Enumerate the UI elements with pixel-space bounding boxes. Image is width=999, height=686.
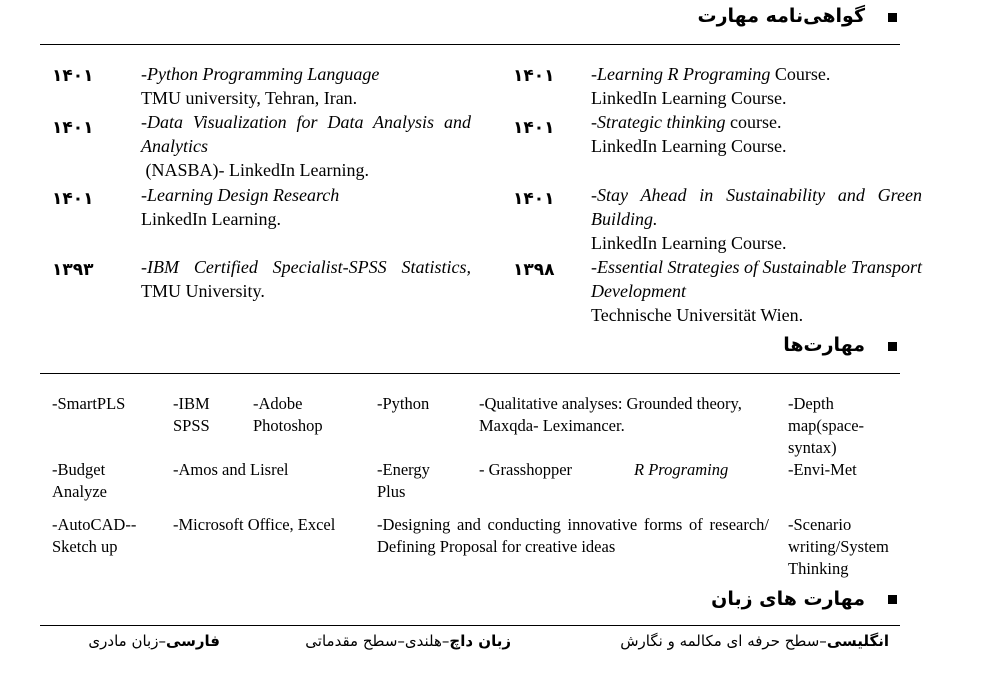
cert-title: -Essential Strategies of Sustainable Transport Development (591, 257, 923, 301)
cert-entry (591, 110, 922, 158)
section-bullet (888, 342, 897, 351)
cert-title: -IBM Certified Specialist-SPSS Statistics, (141, 257, 471, 277)
skill-item: R Programing (634, 460, 729, 479)
cert-detail: Course. (770, 64, 831, 84)
language-item (88, 632, 220, 650)
skill-item: -Designing and conducting innovative forms of research/ Defining Proposal for creative ideas (377, 515, 769, 556)
skill-item: -Adobe Photoshop (253, 394, 323, 435)
cert-entry (141, 255, 471, 303)
language-item (620, 632, 889, 650)
cert-title: -Data Visualization for Data Analysis and Analytics (141, 112, 471, 156)
language-name: زبان داچ (449, 632, 511, 650)
cert-year: ۱۴۰۱ (513, 66, 555, 86)
cert-year: ۱۴۰۱ (513, 189, 555, 209)
cert-year: ۱۳۹۸ (513, 260, 555, 280)
cert-issuer: TMU university, Tehran, Iran. (141, 88, 358, 108)
skill-item: -Qualitative analyses: Grounded theory, Maxqda- Leximancer. (479, 394, 742, 435)
skill-item: -Envi-Met (788, 460, 857, 479)
cert-issuer: (NASBA)- LinkedIn Learning. (141, 160, 369, 180)
section-bullet (888, 595, 897, 604)
cert-detail: TMU University. (141, 281, 265, 301)
skill-item: -Microsoft Office, Excel (173, 515, 336, 534)
skill-item: -Scenario writing/System Thinking (788, 515, 889, 578)
certificates-heading: گواهی‌نامه مهارت (697, 5, 865, 27)
cert-issuer: LinkedIn Learning Course. (591, 88, 787, 108)
cert-title: -Python Programming Language (141, 64, 380, 84)
cert-year: ۱۴۰۱ (52, 118, 94, 138)
cert-year: ۱۴۰۱ (513, 118, 555, 138)
cert-year: ۱۴۰۱ (52, 66, 94, 86)
cert-issuer: LinkedIn Learning Course. (591, 136, 787, 156)
cert-issuer: LinkedIn Learning Course. (591, 233, 787, 253)
skill-item: -Amos and Lisrel (173, 460, 289, 479)
skill-item: -AutoCAD-- Sketch up (52, 515, 137, 556)
cert-entry (141, 62, 471, 110)
cert-title: -Learning R Programing (591, 64, 771, 84)
cert-entry (591, 62, 922, 110)
cert-issuer: LinkedIn Learning. (141, 209, 281, 229)
skill-item: -IBM SPSS (173, 394, 210, 435)
language-name: فارسی (165, 632, 220, 650)
cert-entry (591, 255, 922, 327)
cert-title: -Learning Design Research (141, 185, 340, 205)
section-divider (40, 373, 900, 374)
cert-detail: course. (725, 112, 782, 132)
skill-item: -SmartPLS (52, 394, 126, 413)
skill-item: -Depth map(space-syntax) (788, 394, 865, 457)
skill-item: -Energy Plus (377, 460, 430, 501)
skill-item: - Grasshopper (479, 460, 573, 479)
language-name: انگلیسی (826, 632, 889, 650)
skill-item: -Python (377, 394, 430, 413)
language-level: –سطح حرفه ای مکالمه و نگارش (620, 632, 827, 650)
cert-entry (141, 110, 471, 182)
skill-item: -Budget Analyze (52, 460, 107, 501)
cert-issuer: Technische Universität Wien. (591, 305, 804, 325)
languages-heading: مهارت های زبان (711, 588, 865, 610)
cert-title: -Stay Ahead in Sustainability and Green Building. (591, 185, 922, 229)
language-level: –هلندی–سطح مقدماتی (305, 632, 450, 650)
cert-year: ۱۳۹۳ (52, 260, 94, 280)
language-item (305, 632, 511, 650)
skills-heading: مهارت‌ها (783, 334, 865, 356)
cert-title: -Strategic thinking (591, 112, 726, 132)
section-bullet (888, 13, 897, 22)
cert-year: ۱۴۰۱ (52, 189, 94, 209)
cert-entry (591, 183, 922, 255)
language-level: –زبان مادری (88, 632, 166, 650)
cert-entry (141, 183, 471, 231)
section-divider (40, 44, 900, 45)
section-divider (40, 625, 900, 626)
